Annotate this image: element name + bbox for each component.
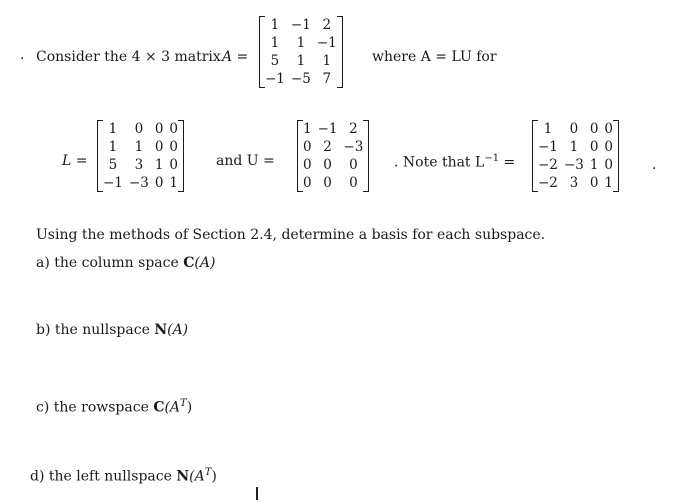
matrix-cell: 0 [154,121,164,137]
matrix-cell: 0 [169,121,178,137]
matrix-cell: 1 [108,121,118,137]
matrix-cell: −1 [317,121,338,137]
matrix-cell: 0 [169,139,178,155]
matrix-cell: 0 [589,139,599,155]
matrix-cell: 1 [589,157,599,173]
matrix-cell: 1 [296,53,306,69]
part-a-column-space: a) the column space C(A) [36,255,216,271]
matrix-cell: 5 [108,157,118,173]
matrix-L-inverse [535,120,616,192]
matrix-cell: 1 [303,121,312,137]
matrix-cell: 5 [270,53,280,69]
matrix-cell: 0 [349,157,358,173]
matrix-cell: 1 [270,17,280,33]
matrix-cell: 0 [589,175,599,191]
matrix-cell: −1 [103,175,123,191]
matrix-cell: 1 [322,53,332,69]
inverse-note: . Note that $L^{-1}$ = [394,153,516,171]
text-cursor [256,487,258,500]
matrix-A [262,16,340,88]
matrix-cell: 2 [349,121,358,137]
matrix-cell: 3 [569,175,579,191]
matrix-cell: 0 [154,175,164,191]
matrix-cell: 7 [322,71,332,87]
matrix-cell: 1 [543,121,553,137]
matrix-L-label: L = [62,153,88,169]
matrix-cell: −1 [538,139,558,155]
matrix-cell: 0 [349,175,358,191]
matrix-U [300,120,366,192]
matrix-A-label: A = [222,49,249,65]
matrix-cell: 0 [303,157,312,173]
matrix-L [100,120,181,192]
matrix-cell: 0 [589,121,599,137]
matrix-cell: 0 [134,121,144,137]
matrix-cell: 0 [569,121,579,137]
matrix-cell: 2 [322,17,332,33]
matrix-cell: −1 [316,35,337,51]
matrix-cell: 0 [604,121,613,137]
matrix-cell: −1 [290,17,311,33]
matrix-cell: 2 [323,139,332,155]
factorization-note: where A = LU for [372,49,497,65]
matrix-cell: 0 [604,157,613,173]
matrix-cell: 0 [303,175,312,191]
matrix-cell: 0 [604,139,613,155]
matrix-cell: 0 [154,139,164,155]
matrix-cell: −5 [290,71,311,87]
matrix-cell: 1 [604,175,613,191]
matrix-cell: −3 [343,139,364,155]
problem-intro: Consider the 4 × 3 matrix [36,49,221,65]
matrix-cell: 0 [303,139,312,155]
matrix-cell: 0 [323,157,332,173]
matrix-cell: 1 [108,139,118,155]
matrix-cell: 1 [569,139,579,155]
matrix-cell: −2 [538,175,558,191]
matrix-cell: −3 [563,157,584,173]
matrix-cell: −2 [538,157,558,173]
matrix-cell: 1 [154,157,164,173]
trailing-period: . [652,157,657,173]
matrix-U-label: and U = [216,153,275,169]
instruction-text: Using the methods of Section 2.4, determine a basis for each subspace. [36,227,546,243]
part-b-nullspace: b) the nullspace N(A) [36,322,189,338]
matrix-cell: 1 [169,175,178,191]
bullet: . [20,47,25,63]
matrix-cell: 0 [169,157,178,173]
matrix-cell: −3 [128,175,149,191]
matrix-cell: 0 [323,175,332,191]
matrix-cell: 1 [134,139,144,155]
part-d-left-nullspace: d) the left nullspace $N(A^T)$ [30,467,217,485]
matrix-cell: −1 [265,71,285,87]
part-c-rowspace: c) the rowspace $C(A^T)$ [36,398,193,416]
matrix-cell: 1 [270,35,280,51]
matrix-cell: 1 [296,35,306,51]
matrix-cell: 3 [134,157,144,173]
